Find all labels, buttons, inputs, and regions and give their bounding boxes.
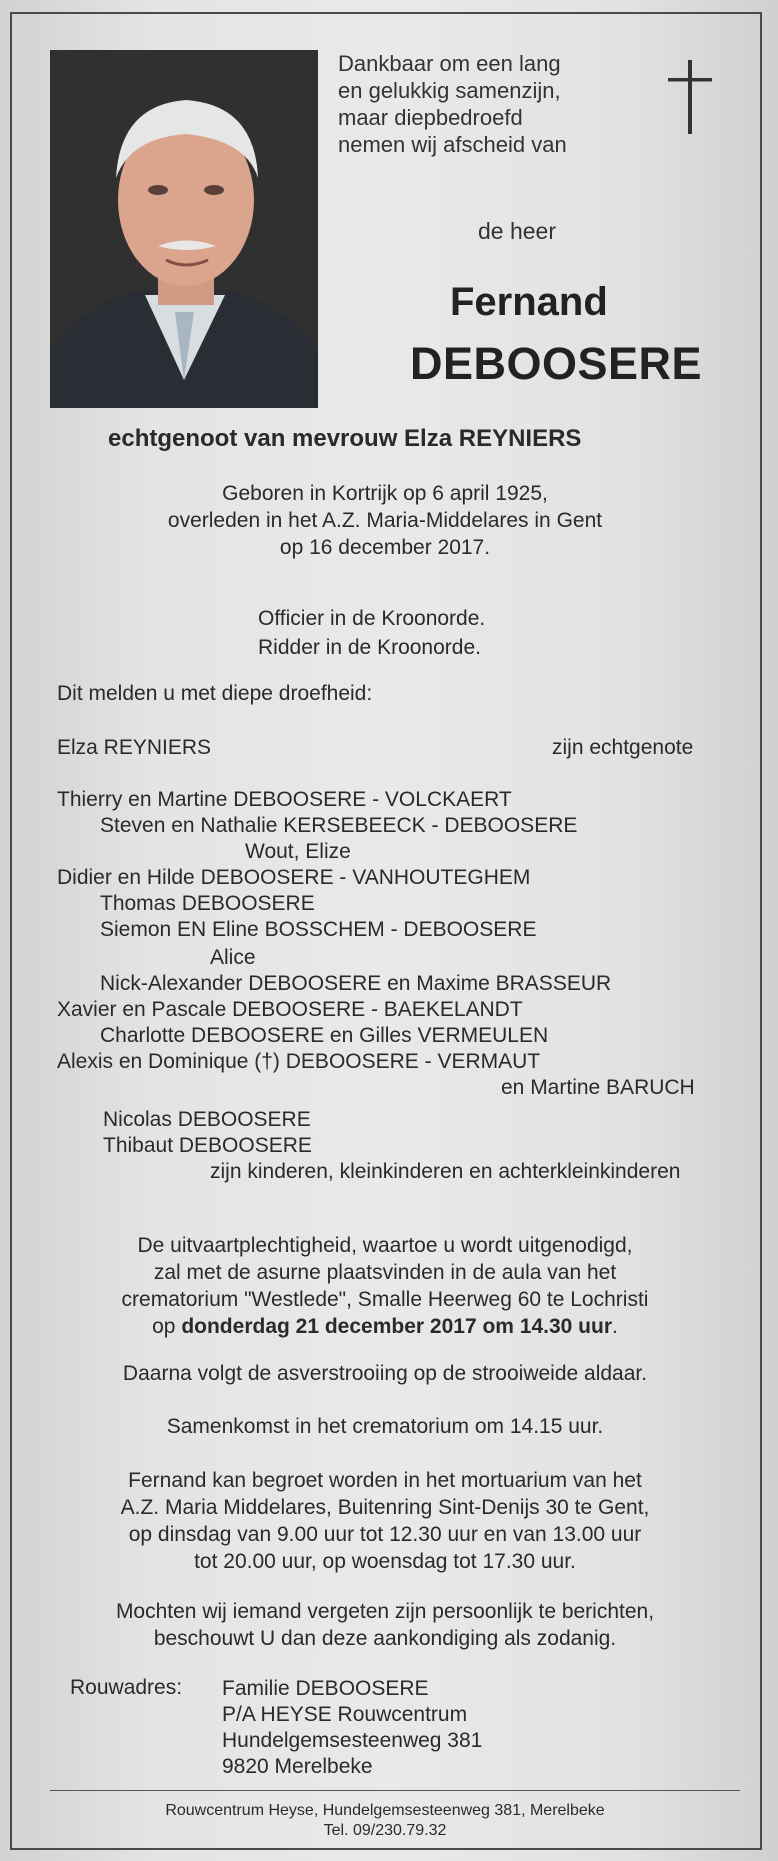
intro-line: Dankbaar om een lang xyxy=(338,51,561,76)
family-line: Wout, Elize xyxy=(245,840,351,863)
portrait-photo xyxy=(50,50,318,408)
footer-line: Rouwcentrum Heyse, Hundelgemsesteenweg 381, Merelbeke xyxy=(165,1802,605,1819)
family-line: Nick-Alexander DEBOOSERE en Maxime BRASSEUR xyxy=(100,972,612,995)
forgotten-line: beschouwt U dan deze aankondiging als zodanig. xyxy=(153,1627,617,1650)
address-line: Hundelgemsesteenweg 381 xyxy=(222,1729,483,1752)
intro-line: nemen wij afscheid van xyxy=(338,132,567,157)
ceremony-date-bold: donderdag 21 december 2017 om 14.30 uur xyxy=(181,1315,613,1338)
footer-divider xyxy=(50,1790,740,1791)
family-line: Nicolas DEBOOSERE xyxy=(103,1108,311,1131)
visitation-line: Fernand kan begroet worden in het mortuarium van het xyxy=(128,1469,642,1492)
visitation-line: op dinsdag van 9.00 uur tot 12.30 uur en van 13.00 uur xyxy=(128,1523,642,1546)
widow-name: Elza REYNIERS xyxy=(57,736,212,759)
intro-text xyxy=(338,50,567,158)
family-line: Charlotte DEBOOSERE en Gilles VERMEULEN xyxy=(100,1024,549,1047)
intro-line: en gelukkig samenzijn, xyxy=(338,78,561,103)
birth-death-line: overleden in het A.Z. Maria-Middelares in Gent xyxy=(167,509,603,532)
first-name: Fernand xyxy=(450,280,608,324)
ceremony-date-prefix: op xyxy=(152,1315,176,1338)
family-line: Xavier en Pascale DEBOOSERE - BAEKELANDT xyxy=(57,998,523,1021)
ceremony-line: De uitvaartplechtigheid, waartoe u wordt uitgenodigd, xyxy=(137,1234,633,1257)
footer-line: Tel. 09/230.79.32 xyxy=(323,1822,447,1839)
forgotten-block xyxy=(60,1598,710,1652)
ceremony-line: crematorium "Westlede", Smalle Heerweg 60 te Lochristi xyxy=(121,1288,649,1311)
family-line: Alexis en Dominique (†) DEBOOSERE - VERMAUT xyxy=(57,1050,541,1073)
family-line: Thomas DEBOOSERE xyxy=(100,892,315,915)
cross-icon xyxy=(668,60,712,134)
visitation-line: A.Z. Maria Middelares, Buitenring Sint-Denijs 30 te Gent, xyxy=(120,1496,650,1519)
footer-block xyxy=(60,1801,710,1841)
visitation-line: tot 20.00 uur, op woensdag tot 17.30 uur. xyxy=(194,1550,576,1573)
family-line: Steven en Nathalie KERSEBEECK - DEBOOSERE xyxy=(100,814,578,837)
birth-death-block xyxy=(60,480,710,561)
last-name: DEBOOSERE xyxy=(410,338,703,389)
forgotten-line: Mochten wij iemand vergeten zijn persoonlijk te berichten, xyxy=(115,1600,655,1623)
family-line: Alice xyxy=(210,946,256,969)
family-line: Thierry en Martine DEBOOSERE - VOLCKAERT xyxy=(57,788,512,811)
family-line: Siemon EN Eline BOSSCHEM - DEBOOSERE xyxy=(100,918,537,941)
honor-line: Ridder in de Kroonorde. xyxy=(258,636,481,659)
address-line: Familie DEBOOSERE xyxy=(222,1677,429,1700)
ceremony-line: zal met de asurne plaatsvinden in de aula van het xyxy=(153,1261,617,1284)
address-block xyxy=(222,1676,482,1780)
honorific: de heer xyxy=(478,218,557,244)
scatter-line: Daarna volgt de asverstrooiing op de strooiweide aldaar. xyxy=(122,1362,648,1385)
honor-line: Officier in de Kroonorde. xyxy=(258,607,486,630)
gathering-line: Samenkomst in het crematorium om 14.15 uur. xyxy=(166,1415,604,1438)
announcement: Dit melden u met diepe droefheid: xyxy=(57,682,373,705)
family-line: Didier en Hilde DEBOOSERE - VANHOUTEGHEM xyxy=(57,866,531,889)
family-line: zijn kinderen, kleinkinderen en achterkleinkinderen xyxy=(210,1160,681,1183)
address-line: P/A HEYSE Rouwcentrum xyxy=(222,1703,468,1726)
family-line: en Martine BARUCH xyxy=(501,1076,695,1099)
portrait-illustration xyxy=(50,50,318,408)
ceremony-date xyxy=(60,1313,710,1340)
spouse-line: echtgenoot van mevrouw Elza REYNIERS xyxy=(108,425,582,452)
intro-line: maar diepbedroefd xyxy=(338,105,523,130)
family-line: Thibaut DEBOOSERE xyxy=(103,1134,312,1157)
birth-death-line: Geboren in Kortrijk op 6 april 1925, xyxy=(222,482,548,505)
ceremony-date-suffix: . xyxy=(612,1315,618,1338)
address-line: 9820 Merelbeke xyxy=(222,1755,373,1778)
ceremony-block xyxy=(60,1232,710,1340)
address-label: Rouwadres: xyxy=(70,1676,183,1699)
visitation-block xyxy=(60,1467,710,1575)
birth-death-line: op 16 december 2017. xyxy=(279,536,491,559)
widow-relation: zijn echtgenote xyxy=(552,736,694,759)
